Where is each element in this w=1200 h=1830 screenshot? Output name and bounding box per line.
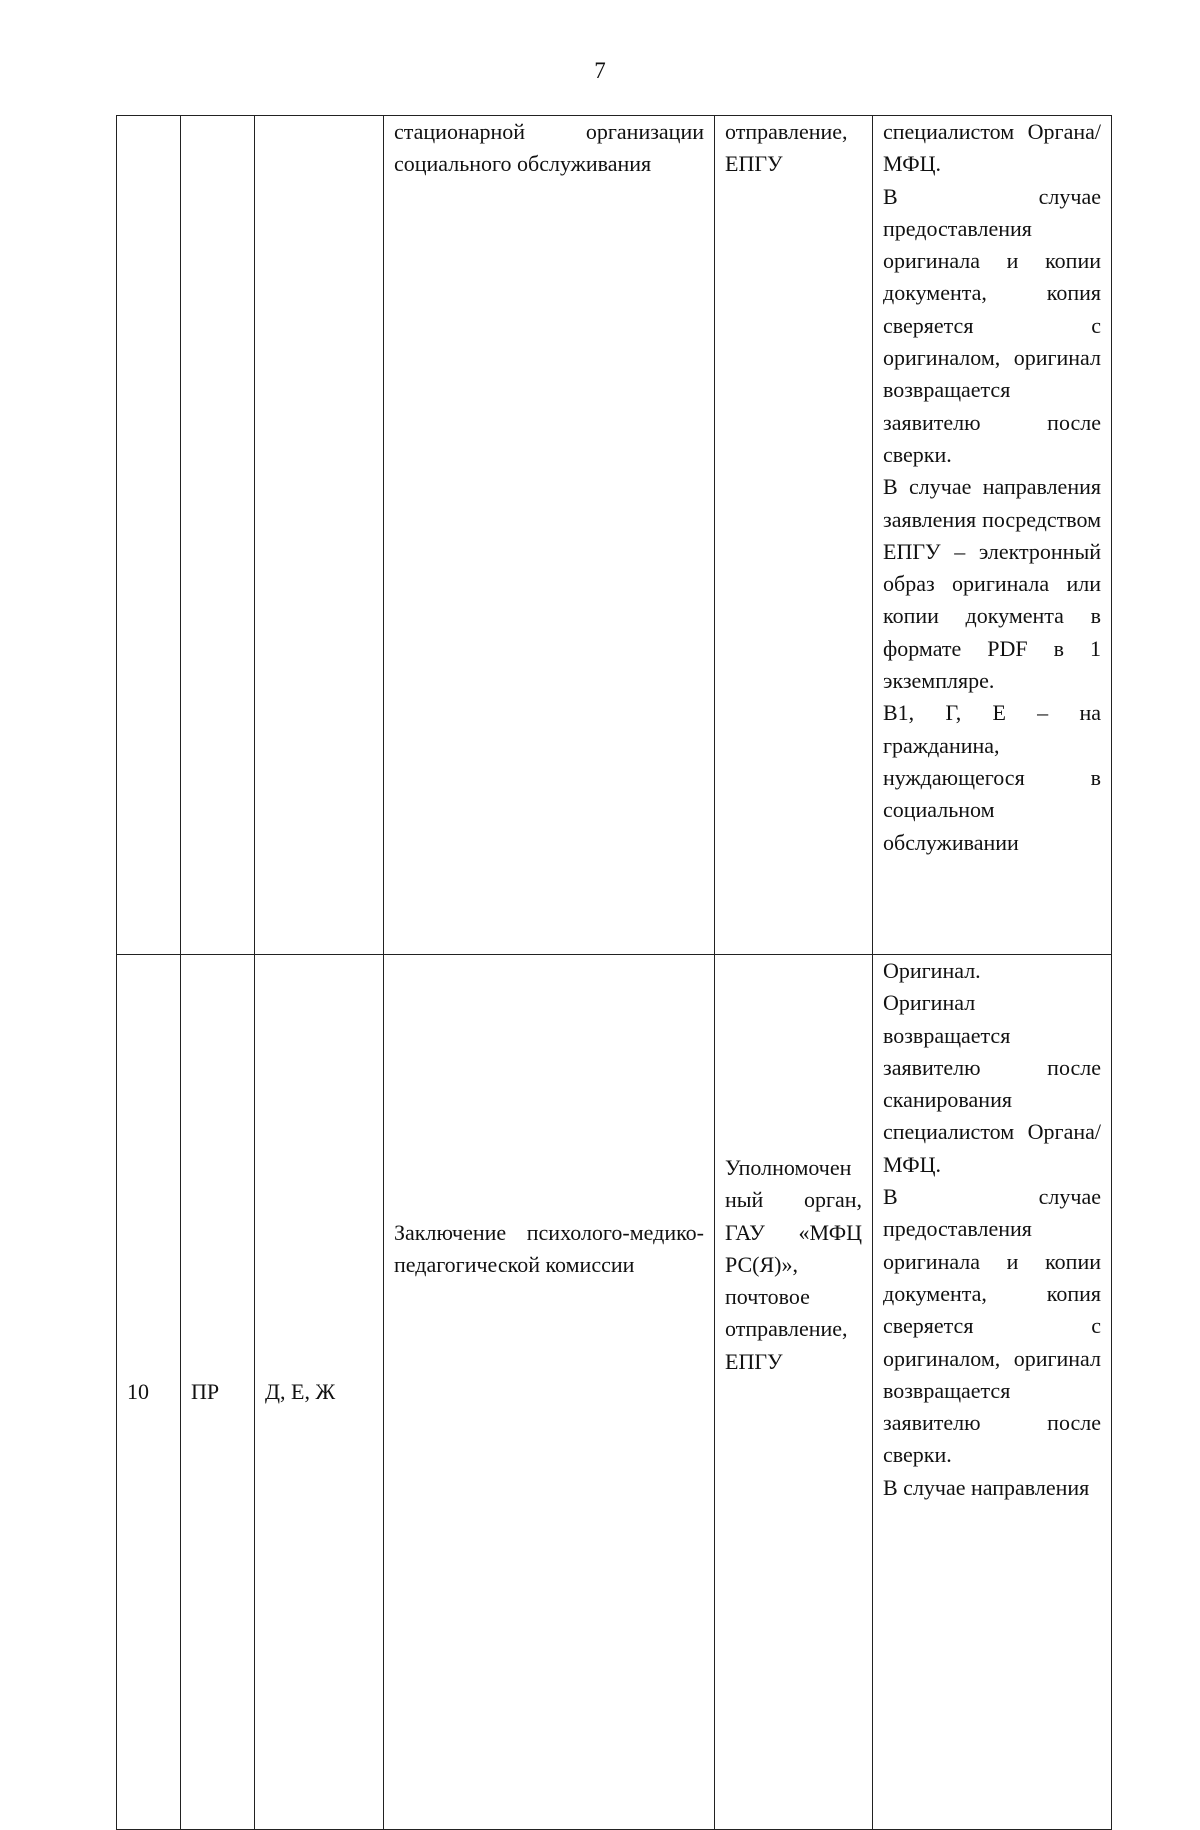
row-categories-cell <box>255 116 384 955</box>
documents-table <box>116 115 1112 1830</box>
note-paragraph: В случае предоставления оригинала и копии документа, копия сверяется с оригиналом, оригинал возвращается заявителю после сверки. <box>883 183 1101 467</box>
row-number-cell <box>117 116 181 955</box>
note-paragraph: В1, Г, Е – на гражданина, нуждающегося в социальном обслуживании <box>883 700 1101 855</box>
note-paragraph: Оригинал. <box>883 958 981 983</box>
submission-place-text: отправление, ЕПГУ <box>725 119 848 177</box>
table-row <box>117 116 1112 955</box>
submission-place-cell <box>715 116 873 955</box>
notes-cell <box>873 955 1112 1830</box>
document-name-text: Заключение психолого-медико-педагогической комиссии <box>394 1220 704 1278</box>
note-paragraph: Оригинал возвращается заявителю после сканирования специалистом Органа/МФЦ. <box>883 990 1101 1177</box>
submission-place-cell <box>715 955 873 1830</box>
document-name-cell <box>384 955 715 1830</box>
row-number-cell: 10 <box>117 955 181 1830</box>
table-row <box>117 955 1112 1830</box>
note-paragraph: В случае направления <box>883 1474 1090 1500</box>
submission-place-text: Уполномоченный орган, ГАУ «МФЦ РС(Я)», почтовое отправление, ЕПГУ <box>725 1155 862 1374</box>
notes-cell <box>873 116 1112 955</box>
note-paragraph: В случае направления заявления посредством ЕПГУ – электронный образ оригинала или копии документа в формате PDF в 1 экземпляре. <box>883 474 1101 694</box>
row-type-cell <box>181 116 255 955</box>
note-paragraph: В случае предоставления оригинала и копии документа, копия сверяется с оригиналом, оригинал возвращается заявителю после сверки. <box>883 1184 1101 1468</box>
row-categories-cell: Д, Е, Ж <box>255 955 384 1830</box>
document-name-cell <box>384 116 715 955</box>
page-number: 7 <box>594 58 606 83</box>
row-type-cell: ПР <box>181 955 255 1830</box>
document-name-text: стационарной организации социального обслуживания <box>394 119 704 177</box>
note-paragraph: специалистом Органа/МФЦ. <box>883 119 1101 177</box>
